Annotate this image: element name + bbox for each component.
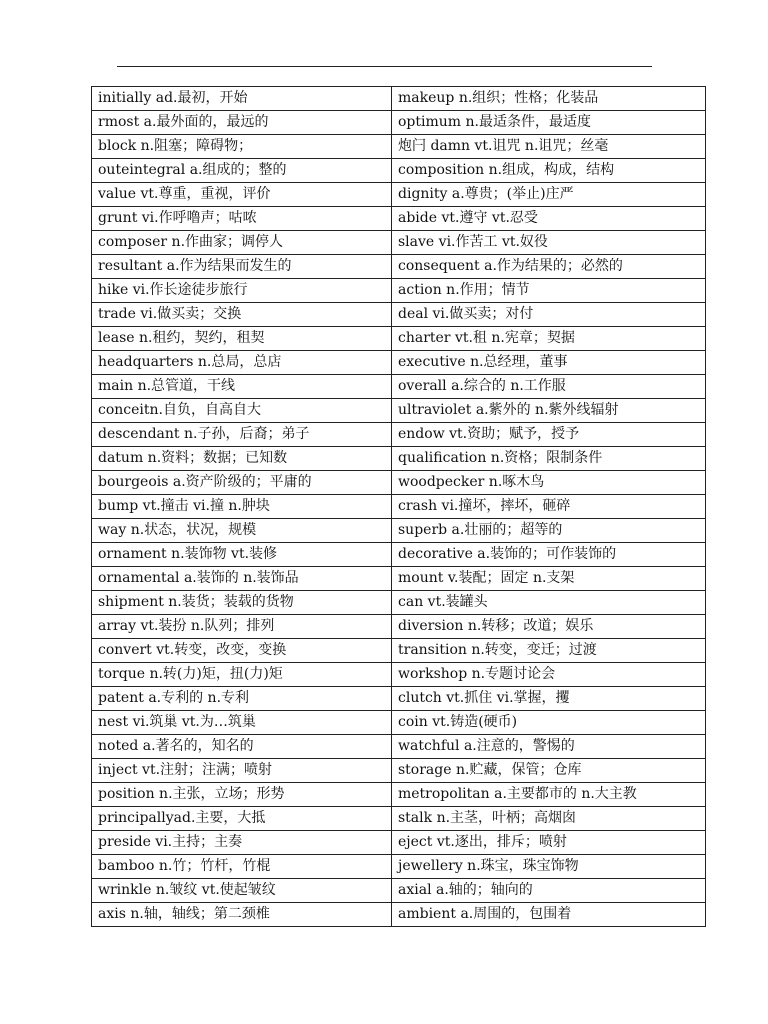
header-rule bbox=[117, 66, 652, 67]
table-row bbox=[92, 783, 706, 807]
table-row bbox=[92, 303, 706, 327]
table-row bbox=[92, 711, 706, 735]
entry-cell-right: stalk n.主茎，叶柄；高烟囱 bbox=[392, 807, 706, 831]
entry-cell-right: metropolitan a.主要都市的 n.大主教 bbox=[392, 783, 706, 807]
entry-cell-left: initially ad.最初，开始 bbox=[92, 87, 392, 111]
entry-cell-left: conceitn.自负，自高自大 bbox=[92, 399, 392, 423]
entry-cell-right: transition n.转变，变迁；过渡 bbox=[392, 639, 706, 663]
entry-cell-right: workshop n.专题讨论会 bbox=[392, 663, 706, 687]
entry-cell-left: torque n.转(力)矩，扭(力)矩 bbox=[92, 663, 392, 687]
entry-cell-left: shipment n.装货；装载的货物 bbox=[92, 591, 392, 615]
table-row bbox=[92, 591, 706, 615]
entry-cell-right: makeup n.组织；性格；化装品 bbox=[392, 87, 706, 111]
entry-cell-right: qualification n.资格；限制条件 bbox=[392, 447, 706, 471]
entry-cell-left: outeintegral a.组成的；整的 bbox=[92, 159, 392, 183]
table-row bbox=[92, 615, 706, 639]
entry-cell-right: composition n.组成，构成，结构 bbox=[392, 159, 706, 183]
entry-cell-left: position n.主张，立场；形势 bbox=[92, 783, 392, 807]
entry-cell-left: array vt.装扮 n.队列；排列 bbox=[92, 615, 392, 639]
entry-cell-right: consequent a.作为结果的；必然的 bbox=[392, 255, 706, 279]
entry-cell-right: woodpecker n.啄木鸟 bbox=[392, 471, 706, 495]
table-row bbox=[92, 879, 706, 903]
entry-cell-right: dignity a.尊贵；(举止)庄严 bbox=[392, 183, 706, 207]
entry-cell-left: ornament n.装饰物 vt.装修 bbox=[92, 543, 392, 567]
entry-cell-left: patent a.专利的 n.专利 bbox=[92, 687, 392, 711]
entry-cell-left: main n.总管道，干线 bbox=[92, 375, 392, 399]
entry-cell-right: 炮闩 damn vt.诅咒 n.诅咒；丝毫 bbox=[392, 135, 706, 159]
entry-cell-left: block n.阻塞；障碍物； bbox=[92, 135, 392, 159]
table-row bbox=[92, 375, 706, 399]
entry-cell-left: bamboo n.竹；竹杆，竹棍 bbox=[92, 855, 392, 879]
entry-cell-left: wrinkle n.皱纹 vt.使起皱纹 bbox=[92, 879, 392, 903]
table-row bbox=[92, 399, 706, 423]
entry-cell-left: grunt vi.作呼噜声；咕哝 bbox=[92, 207, 392, 231]
entry-cell-left: ornamental a.装饰的 n.装饰品 bbox=[92, 567, 392, 591]
vocabulary-table bbox=[91, 86, 706, 927]
table-row bbox=[92, 207, 706, 231]
table-row bbox=[92, 87, 706, 111]
table-row bbox=[92, 279, 706, 303]
table-row bbox=[92, 423, 706, 447]
table-row bbox=[92, 543, 706, 567]
entry-cell-right: mount v.装配；固定 n.支架 bbox=[392, 567, 706, 591]
entry-cell-right: storage n.贮藏，保管；仓库 bbox=[392, 759, 706, 783]
entry-cell-left: hike vi.作长途徒步旅行 bbox=[92, 279, 392, 303]
table-row bbox=[92, 759, 706, 783]
entry-cell-right: superb a.壮丽的；超等的 bbox=[392, 519, 706, 543]
table-row bbox=[92, 447, 706, 471]
entry-cell-right: jewellery n.珠宝，珠宝饰物 bbox=[392, 855, 706, 879]
entry-cell-right: ultraviolet a.紫外的 n.紫外线辐射 bbox=[392, 399, 706, 423]
entry-cell-right: eject vt.逐出，排斥；喷射 bbox=[392, 831, 706, 855]
entry-cell-left: descendant n.子孙，后裔；弟子 bbox=[92, 423, 392, 447]
entry-cell-left: value vt.尊重，重视，评价 bbox=[92, 183, 392, 207]
entry-cell-right: deal vi.做买卖；对付 bbox=[392, 303, 706, 327]
entry-cell-left: lease n.租约，契约，租契 bbox=[92, 327, 392, 351]
entry-cell-left: preside vi.主持；主奏 bbox=[92, 831, 392, 855]
entry-cell-right: decorative a.装饰的；可作装饰的 bbox=[392, 543, 706, 567]
entry-cell-right: charter vt.租 n.宪章；契据 bbox=[392, 327, 706, 351]
entry-cell-right: executive n.总经理，董事 bbox=[392, 351, 706, 375]
table-row bbox=[92, 255, 706, 279]
table-row bbox=[92, 831, 706, 855]
entry-cell-right: clutch vt.抓住 vi.掌握，攫 bbox=[392, 687, 706, 711]
entry-cell-left: principallyad.主要，大抵 bbox=[92, 807, 392, 831]
entry-cell-right: overall a.综合的 n.工作服 bbox=[392, 375, 706, 399]
table-row bbox=[92, 327, 706, 351]
entry-cell-right: can vt.装罐头 bbox=[392, 591, 706, 615]
entry-cell-right: optimum n.最适条件，最适度 bbox=[392, 111, 706, 135]
entry-cell-left: bump vt.撞击 vi.撞 n.肿块 bbox=[92, 495, 392, 519]
entry-cell-left: rmost a.最外面的，最远的 bbox=[92, 111, 392, 135]
entry-cell-right: ambient a.周围的，包围着 bbox=[392, 903, 706, 927]
entry-cell-left: noted a.著名的，知名的 bbox=[92, 735, 392, 759]
table-row bbox=[92, 159, 706, 183]
entry-cell-left: datum n.资料；数据；已知数 bbox=[92, 447, 392, 471]
table-row bbox=[92, 855, 706, 879]
entry-cell-right: watchful a.注意的，警惕的 bbox=[392, 735, 706, 759]
entry-cell-left: axis n.轴，轴线；第二颈椎 bbox=[92, 903, 392, 927]
table-row bbox=[92, 519, 706, 543]
entry-cell-left: convert vt.转变，改变，变换 bbox=[92, 639, 392, 663]
entry-cell-right: action n.作用；情节 bbox=[392, 279, 706, 303]
entry-cell-left: resultant a.作为结果而发生的 bbox=[92, 255, 392, 279]
table-row bbox=[92, 807, 706, 831]
table-row bbox=[92, 471, 706, 495]
entry-cell-left: bourgeois a.资产阶级的；平庸的 bbox=[92, 471, 392, 495]
entry-cell-right: coin vt.铸造(硬币) bbox=[392, 711, 706, 735]
entry-cell-left: inject vt.注射；注满；喷射 bbox=[92, 759, 392, 783]
entry-cell-left: composer n.作曲家；调停人 bbox=[92, 231, 392, 255]
entry-cell-left: trade vi.做买卖；交换 bbox=[92, 303, 392, 327]
entry-cell-left: headquarters n.总局，总店 bbox=[92, 351, 392, 375]
entry-cell-right: endow vt.资助；赋予，授予 bbox=[392, 423, 706, 447]
table-row bbox=[92, 351, 706, 375]
table-row bbox=[92, 495, 706, 519]
entry-cell-left: nest vi.筑巢 vt.为…筑巢 bbox=[92, 711, 392, 735]
table-row bbox=[92, 639, 706, 663]
entry-cell-left: way n.状态，状况，规模 bbox=[92, 519, 392, 543]
table-row bbox=[92, 903, 706, 927]
entry-cell-right: abide vt.遵守 vt.忍受 bbox=[392, 207, 706, 231]
entry-cell-right: diversion n.转移；改道；娱乐 bbox=[392, 615, 706, 639]
table-row bbox=[92, 663, 706, 687]
table-row bbox=[92, 231, 706, 255]
table-row bbox=[92, 111, 706, 135]
table-row bbox=[92, 135, 706, 159]
vocabulary-table-body bbox=[92, 87, 706, 927]
table-row bbox=[92, 567, 706, 591]
table-row bbox=[92, 735, 706, 759]
entry-cell-right: axial a.轴的；轴向的 bbox=[392, 879, 706, 903]
table-row bbox=[92, 687, 706, 711]
table-row bbox=[92, 183, 706, 207]
entry-cell-right: slave vi.作苦工 vt.奴役 bbox=[392, 231, 706, 255]
entry-cell-right: crash vi.撞坏，摔坏，砸碎 bbox=[392, 495, 706, 519]
